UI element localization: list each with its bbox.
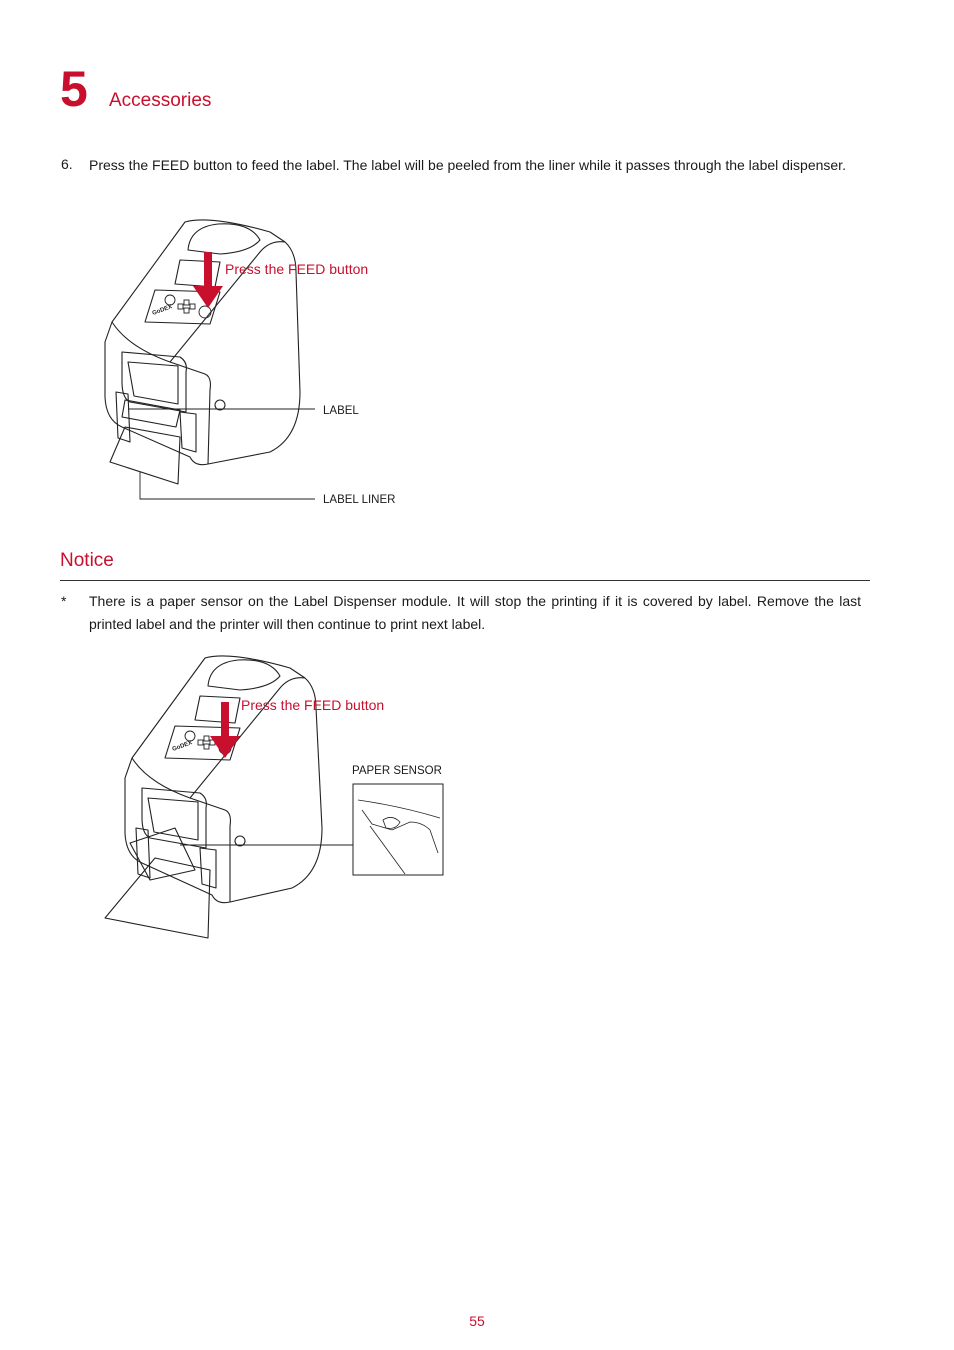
- notice-divider: [60, 580, 870, 581]
- printer-body: [125, 656, 322, 903]
- callout-paper-sensor: PAPER SENSOR: [352, 765, 442, 777]
- brand-logo: GoDEX: [171, 740, 194, 753]
- notice-text: There is a paper sensor on the Label Dispenser module. It will stop the printing if it is covered by label. Remove the last printed label and the printer will then continue to print next label.: [89, 593, 861, 632]
- callout-press-feed: Press the FEED button: [241, 697, 385, 713]
- callout-label-liner: LABEL LINER: [323, 494, 396, 506]
- label-liner-sheet: [110, 427, 180, 484]
- notice-title: Notice: [60, 550, 114, 571]
- page-number: 55: [469, 1313, 485, 1329]
- notice-bullet: *: [61, 593, 67, 609]
- step-text: Press the FEED button to feed the label. The label will be peeled from the liner while it passes through the label dispenser.: [89, 157, 846, 173]
- printer-figure-label-dispenser: [100, 212, 420, 512]
- printer-figure-paper-sensor: [100, 648, 450, 948]
- down-arrow-icon: [210, 702, 240, 758]
- step-number: 6.: [61, 156, 73, 172]
- brand-logo: GoDEX: [151, 304, 174, 317]
- chapter-title: Accessories: [109, 90, 212, 111]
- paper-sensor-detail: [353, 784, 443, 875]
- label-sheet: [122, 400, 180, 427]
- callout-press-feed: Press the FEED button: [225, 261, 369, 277]
- chapter-number: 5: [60, 61, 88, 117]
- callout-label: LABEL: [323, 405, 359, 417]
- printer-body: [105, 220, 300, 465]
